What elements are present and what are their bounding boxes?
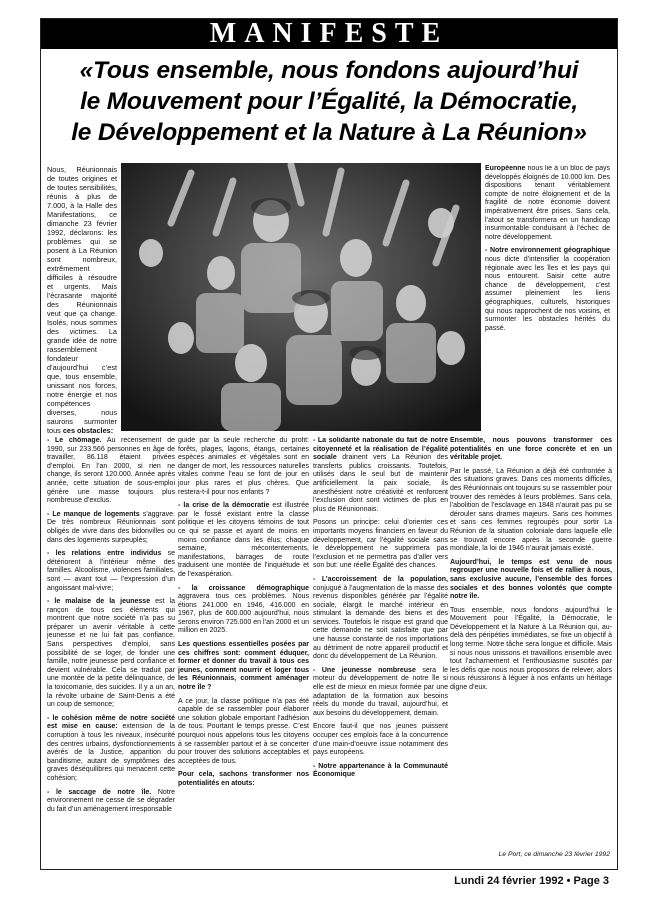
- headline: [44, 55, 614, 148]
- paragraph: [47, 789, 175, 815]
- paragraph: [313, 667, 448, 719]
- body-text: A ce jour, la classe politique n’a pas été capable de se rassembler pour élaborer une solution globale emportant l’adhésion de tous. Pourtant le temps presse. C’est pourquoi nous appelons tous les citoyens à se rassembler partout et à se concerter pour trouver des solutions acceptables et acceptées de tous.: [178, 697, 309, 765]
- body-text: Encore faut-il que nos jeunes puissent occuper ces emplois face à la concurrence d’une main-d’oeuvre issue notamment des pays européens.: [313, 723, 448, 757]
- paragraph: [313, 519, 448, 571]
- body-text: extension de la corruption à tous les niveaux, insécurité des centres urbains, dysfonctionnements avérés de la Justice, apparition du banditisme, autant de symptômes des graves déséquilibres qui menacent cette cohésion;: [47, 723, 175, 782]
- signoff: Le Port, ce dimanche 23 février 1992: [498, 851, 610, 858]
- body-text: guidé par la seule recherche du profit: forêts, plages, lagons, étangs, certaines espèces animales et végétales sont en danger de mort, les ressources naturelles vitales comme l’eau se font de jour en jour plus rares et plus chères. Que restera-t-il pour nos enfants ?: [178, 437, 309, 496]
- page-footer: Lundi 24 février 1992 • Page 3: [454, 875, 609, 887]
- column-3: [313, 437, 448, 819]
- headline-line-3: le Développement et la Nature à La Réunion»: [71, 119, 587, 146]
- lead-text: - Notre environnement géographique: [485, 247, 610, 255]
- lead-text: - le saccage de notre île.: [47, 788, 152, 796]
- body-text: se détériorent à l’intérieur même des familles. Alcoolisme, violences familiales, sont — avant tout — l’expression d’un angoissant mal-vivre;: [47, 550, 175, 592]
- lead-text: Les questions essentielles posées par ces chiffres sont: comment éduquer, former et donner du travail à tous ces jeunes, comment nourrir et loger tous les Réunionnais, comment aménager notre île ?: [178, 641, 309, 692]
- paragraph: [47, 715, 175, 784]
- paragraph: [178, 771, 309, 788]
- body-text: est illustrée par le fossé existant entre la classe politique et les citoyens témoins de tout ce qui se passe et ayant de moins en moins confiance dans les élus; chaque semaine, mécontentements, manifestations, barrages de route traduisent une montée de l’inquiétude et de l’exaspération.: [178, 502, 309, 578]
- headline-line-1: «Tous ensemble, nous fondons aujourd’hui: [79, 57, 579, 84]
- intro-text: Nous, Réunionnais de toutes origines et de toutes sensibilités, réunis à plus de 7.000, à la Halle des Manifestations, ce dimanche 23 février 1992, déclarons: les problèmes qui se posent à La Réunion sont nombreux, extrêmement difficiles à résoudre et urgents. Mais l’écrasante majorité des Réunionnais veut que ça change. Isolés, nous sommes des victimes. La grande idée de notre rassemblement fondateur d’aujourd’hui c’est que, tous ensemble, unissant nos forces, notre énergie et nos compétences diverses, nous saurons surmonter tous: [47, 165, 117, 435]
- paragraph: [450, 559, 612, 602]
- crowd-photo: [121, 163, 481, 431]
- body-text: Posons un principe: celui d’orienter ces importants moyens financiers en faveur du développement, car l’égalité sociale sans le développement ne supprimera pas l’exclusion et ne permettra pas d’aller vers son but: une réelle Égalité des chances.: [313, 519, 448, 570]
- section-banner: MANIFESTE: [41, 19, 617, 49]
- paragraph: [313, 763, 448, 780]
- lead-text: - les relations entre individus: [47, 550, 162, 558]
- lead-text: - L’accroissement de la population,: [313, 575, 448, 583]
- body-text: aggravera tous ces problèmes. Nous étions 241.000 en 1946, 416.000 en 1967, plus de 600.000 aujourd’hui, nous serons environ 725.000 en l’an 2000 et un million en 2025.: [178, 593, 309, 635]
- body-text: drainent vers La Réunion des transferts publics croissants. Toutefois, utilisés dans le seul but de maintenir artificiellement la paix sociale, ils anesthésient notre créativité et renforcent l’exclusion dont sont victimes de plus en plus de Réunionnais.: [313, 454, 448, 513]
- body-text: Au recensement de 1990, sur 233.566 personnes en âge de travailler, 86.118 étaient privées d’emploi. En l’an 2000, si rien ne change, ils seront 120.000. Année après année, cette situation de sous-emploi génère une masse toujours plus nombreuse d’exclus.: [47, 437, 175, 505]
- paragraph: [47, 437, 175, 506]
- intro-paragraph: [47, 165, 117, 435]
- body-text: sera le moteur du développement de notre île si elle est de mieux en mieux formée par une adaptation de la formation aux besoins réels du monde du travail, aujourd’hui, et aux besoins du développement, demain.: [313, 666, 448, 717]
- lead-text: - Une jeunesse nombreuse: [313, 666, 416, 674]
- paragraph: [47, 598, 175, 710]
- body-text: nous dicte d’intensifier la coopération régionale avec les îles et les pays qui nous entourent. Saisir cette autre chance de développement, c’est assumer pleinement les liens géographiques, culturels, historiques qui nous rapprochent de nos voisins, et surmonter les obstacles hérités du passé.: [485, 255, 610, 332]
- paragraph: [178, 502, 309, 579]
- paragraph: [313, 437, 448, 514]
- paragraph: [313, 723, 448, 757]
- paragraph: [450, 468, 612, 554]
- column-2: [178, 437, 309, 819]
- body-text: conjugué à l’augmentation de la masse des revenus disponibles générée par l’égalité sociale, élargit le marché intérieur en stimulant la demande des biens et des services. Toutefois le risque est grand que cette demande ne soit satisfaite que par une hausse constante de nos importations au détriment de notre appareil productif et donc du développement de La Réunion.: [313, 584, 448, 661]
- paragraph: [485, 247, 610, 333]
- column-4: [450, 437, 612, 855]
- paragraph: [178, 641, 309, 693]
- body-text: Par le passé, La Réunion a déjà été confrontée à des situations graves. Dans ces moments difficiles, des Réunionnais ont toujours su se rassembler pour trouver des remèdes à leurs problèmes. Sans cela, l’abolition de l’esclavage en 1848 n’aurait pas pu se dérouler sans drames majeurs. Sans ces hommes et sans ces femmes regroupés pour sortir La Réunion de la situation coloniale dans laquelle elle se trouvait encore après la seconde guerre mondiale, la loi de 1946 n’aurait jamais existé.: [450, 467, 612, 553]
- lead-text: Aujourd’hui, le temps est venu de nous regrouper une nouvelle fois et de rallier à nous, sans exclusive aucune, l’ensemble des forces sociales et des bonnes volontés que compte notre île.: [450, 558, 612, 601]
- intro-tail: ces obstacles:: [62, 426, 114, 435]
- lead-text: - le malaise de la jeunesse: [47, 598, 151, 606]
- paragraph: [178, 585, 309, 637]
- headline-line-2: le Mouvement pour l’Égalité, la Démocratie,: [80, 88, 578, 115]
- paragraph: [450, 607, 612, 693]
- lead-text: - La solidarité nationale du fait de notre citoyenneté et la réalisation de l’égalité sociale: [313, 437, 448, 462]
- paragraph: [313, 576, 448, 662]
- lead-text: Européenne: [485, 165, 526, 172]
- lead-text: - Le chômage.: [47, 437, 102, 444]
- body-text: nous lie à un bloc de pays développés éloignés de 10.000 km. Des dispositions tenant véritablement compte de notre éloignement et de la fragilité de notre économie doivent impérativement être prises. Sans cela, l’atout se transformera en un handicap insurmontable conduisant à l’échec de notre développement.: [485, 165, 610, 241]
- crowd-photo-illustration: [121, 163, 481, 431]
- european-paragraph: [485, 165, 610, 435]
- paragraph: [47, 511, 175, 545]
- paragraph: [450, 437, 612, 463]
- paragraph: [47, 550, 175, 593]
- paragraph: [178, 437, 309, 497]
- paragraph: [178, 698, 309, 767]
- lead-text: Ensemble, nous pouvons transformer ces potentialités en une force concrète et en un véritable projet.: [450, 437, 612, 462]
- lead-text: - la croissance démographique: [178, 584, 309, 592]
- lead-text: - Le manque de logements: [47, 510, 140, 518]
- column-1: [47, 437, 175, 819]
- lead-text: Pour cela, sachons transformer nos potentialités en atouts:: [178, 771, 309, 787]
- lead-text: - le cohésion même de notre société est mise en cause:: [47, 714, 175, 731]
- body-text: Tous ensemble, nous fondons aujourd’hui le Mouvement pour l’Égalité, la Démocratie, le Développement et la Nature à La Réunion qui, au-delà des péripéties immédiates, se fixe un objectif à long terme. Notre tâche sera longue et difficile. Mais si nous nous unissons et travaillons ensemble avec tout l’acharnement et l’enthousiasme suscités par les défis que nous nous proposons de relever, alors nous réussirons à léguer à nos enfants un héritage digne d’eux.: [450, 606, 612, 692]
- body-text: est la rançon de tous ces éléments qui montrent que notre société n’a pas su préparer un avenir véritable à cette jeunesse et ne lui fait pas confiance. Sans perspectives d’emploi, sans possibilité de se loger, de fonder une famille, notre jeunesse perd confiance et devient vulnérable. Cela se traduit par une montée de la petite délinquance, de la toxicomanie, des suicides. Il y a un an, la révolte urbaine de Saint-Denis a été un coup de semonce;: [47, 598, 175, 709]
- body-text: Notre environnement ne cesse de se dégrader du fait d’un aménagement irresponsable: [47, 788, 175, 813]
- lead-text: - la crise de la démocratie: [178, 502, 270, 510]
- body-text: s’aggrave. De très nombreux Réunionnais sont obligés de vivre dans des bidonvilles ou dans des logements surpeuplés;: [47, 510, 175, 544]
- lead-text: - Notre appartenance à la Communauté Économique: [313, 762, 448, 779]
- paragraph: [485, 165, 610, 242]
